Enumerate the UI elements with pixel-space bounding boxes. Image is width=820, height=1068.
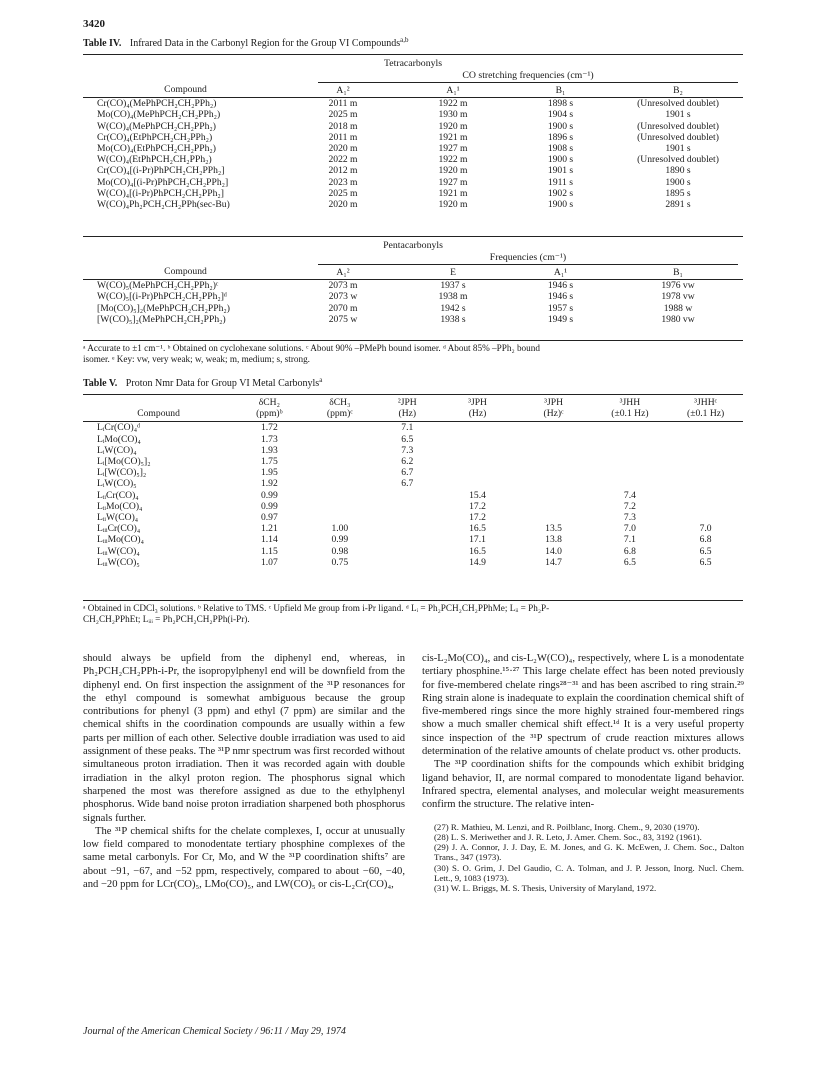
value-cell [516, 490, 592, 501]
compound-cell: Cr(CO)₄(EtPhPCH₂CH₂PPh₂) [97, 131, 213, 143]
value-cell: 0.75 [331, 556, 349, 568]
table5-bottom-rule [83, 600, 743, 601]
value-cell: 7.4 [623, 489, 636, 501]
compound-cell: [W(CO)₅]₂(MePhPCH₂CH₂PPh₂) [97, 313, 226, 325]
value-cell: 1900 s [547, 199, 574, 211]
value-cell: 13.8 [545, 534, 562, 546]
value-cell: 7.1 [623, 534, 636, 546]
table5-col-header: (Hz) [398, 408, 417, 420]
value-cell: 1.14 [260, 534, 278, 546]
table5-title-sup: a [319, 376, 323, 384]
compound-cell: W(CO)₄(EtPhPCH₂CH₂PPh₂) [97, 154, 212, 166]
value-cell: 0.98 [331, 545, 349, 557]
value-cell [516, 456, 592, 467]
table-row [83, 165, 743, 176]
table5-footnotes [83, 603, 748, 625]
table5-top-rule [83, 394, 743, 395]
value-cell: 1901 s [665, 143, 691, 155]
value-cell: 2011 m [328, 131, 358, 143]
value-cell: 2020 m [328, 143, 358, 155]
compound-cell: LᵢW(CO)₅ [97, 478, 137, 490]
value-cell [668, 434, 743, 445]
value-cell [516, 478, 592, 489]
value-cell: 6.7 [401, 467, 414, 479]
value-cell [592, 456, 669, 467]
table-row [83, 121, 743, 132]
value-cell: 13.5 [545, 523, 562, 535]
reference-item: (28) L. S. Meriwether and J. R. Leto, J. Amer. Chem. Soc., 83, 3192 (1961). [434, 831, 702, 842]
value-cell: 17.2 [469, 500, 486, 512]
reference-item: (31) W. L. Briggs, M. S. Thesis, University of Maryland, 1972. [434, 883, 657, 894]
value-cell: 2018 m [328, 120, 358, 132]
table5-col-header: ³JPH [544, 397, 563, 408]
compound-cell: Lᵢ[Mo(CO)₅]₂ [97, 456, 151, 468]
table-row [83, 478, 743, 489]
page-number: 3420 [83, 18, 105, 30]
table-row [83, 314, 743, 325]
value-cell: 2012 m [328, 165, 358, 177]
compound-cell: [Mo(CO)₅]₂(MePhPCH₂CH₂PPh₂) [97, 302, 230, 314]
value-cell: 2073 w [328, 291, 358, 303]
value-cell: 1.95 [260, 467, 278, 479]
compound-cell: W(CO)₅(MePhPCH₂CH₂PPh₂)ᶜ [97, 280, 219, 292]
value-cell: 1921 m [438, 131, 468, 143]
value-cell: 1.21 [260, 523, 278, 535]
table4-label: Table IV. [83, 38, 122, 49]
table4-title-sup: a,b [400, 36, 409, 44]
value-cell [305, 434, 375, 445]
compound-cell: W(CO)₄[(i-Pr)PhPCH₂CH₂PPh₂] [97, 187, 224, 199]
table5-col-header: Compound [137, 408, 180, 420]
value-cell [305, 478, 375, 489]
value-cell: 7.3 [401, 444, 414, 456]
value-cell [516, 434, 592, 445]
value-cell: 2075 w [328, 313, 358, 325]
value-cell: 2073 m [328, 280, 358, 292]
value-cell [668, 490, 743, 501]
value-cell: 1957 s [547, 302, 574, 314]
compound-cell: Lᵢ[W(CO)₅]₂ [97, 467, 147, 479]
value-cell [668, 422, 743, 434]
value-cell: 1920 m [438, 165, 468, 177]
table-row [83, 434, 743, 445]
value-cell: 1911 s [548, 176, 573, 188]
table4-col-header: A₁¹ [446, 85, 460, 96]
value-cell: 16.5 [469, 523, 486, 535]
compound-cell: Mo(CO)₄(EtPhPCH₂CH₂PPh₂) [97, 143, 216, 155]
value-cell: 14.7 [545, 556, 562, 568]
compound-cell: Cr(CO)₄(MePhPCH₂CH₂PPh₂) [97, 98, 217, 110]
value-cell: (Unresolved doublet) [637, 120, 719, 132]
value-cell: 1927 m [438, 176, 468, 188]
reference-item: (27) R. Mathieu, M. Lenzi, and R. Poilblanc, Inorg. Chem., 9, 2030 (1970). [434, 821, 700, 832]
table5-col-header: (Hz) [468, 408, 487, 420]
table-row [83, 534, 743, 545]
value-cell: 1922 m [438, 154, 468, 166]
compound-cell: Mo(CO)₄[(i-Pr)PhPCH₂CH₂PPh₂] [97, 176, 229, 188]
compound-cell: LᵢMo(CO)₄ [97, 433, 141, 445]
value-cell: 14.9 [469, 556, 486, 568]
table4-footnote-line: ᵃ Accurate to ±1 cm⁻¹. ᵇ Obtained on cyclohexane solutions. ᶜ About 90% –PMePh bound isomer. ᵈ About 85% –PPh₂ bound [83, 343, 540, 353]
reference-item: (29) J. A. Connor, J. J. Day, E. M. Jones, and G. K. McEwen, J. Chem. Soc., Dalton Trans., 347 (1973). [434, 842, 744, 863]
value-cell [440, 445, 516, 456]
table4-section-tetracarbonyls: Tetracarbonyls [383, 58, 443, 69]
table-row [83, 98, 743, 110]
table4-caption [83, 38, 409, 49]
value-cell: 1930 m [438, 109, 468, 121]
value-cell: 2011 m [328, 98, 358, 110]
table-row [83, 132, 743, 143]
value-cell: 1920 m [438, 120, 468, 132]
value-cell: 6.5 [623, 556, 636, 568]
table5-col-header: (Hz)ᶜ [543, 408, 564, 420]
value-cell [440, 422, 516, 434]
compound-cell: W(CO)₅[(i-Pr)PhPCH₂CH₂PPh₂]ᵈ [97, 291, 227, 303]
value-cell [592, 478, 669, 489]
value-cell: 1.93 [260, 444, 278, 456]
value-cell: 1.75 [260, 456, 278, 468]
reference-item: (30) S. O. Grim, J. Del Gaudio, C. A. Tolman, and J. P. Jesson, Inorg. Nucl. Chem. Lett., 9, 1083 (1973). [434, 862, 744, 884]
table4-mid-rule [83, 236, 743, 237]
value-cell [516, 445, 592, 456]
value-cell [440, 456, 516, 467]
value-cell: 6.5 [401, 433, 414, 445]
value-cell [668, 445, 743, 456]
table-row [83, 109, 743, 120]
table4-col-header2: E [450, 267, 456, 278]
table-row [83, 143, 743, 154]
table5-label: Table V. [83, 378, 118, 389]
value-cell: (Unresolved doublet) [637, 131, 719, 143]
left-column [83, 652, 405, 891]
value-cell: 1980 vw [661, 313, 695, 325]
value-cell: 17.1 [469, 534, 486, 546]
value-cell [305, 490, 375, 501]
table-row [83, 422, 743, 434]
table4-footnote-line: isomer. ᵉ Key: vw, very weak; w, weak; m, medium; s, strong. [83, 354, 310, 364]
value-cell: 7.0 [623, 523, 636, 535]
table4-col-compound2: Compound [164, 266, 207, 277]
value-cell: 1938 s [440, 313, 466, 325]
paragraph: The ³¹P coordination shifts for the compounds which exhibit bridging ligand behavior, II, are normal compared to monodentate ligand behavior. Infrared spectra, elemental analyses, and molecular weight measurements confirm the structure. The relative inten- [422, 759, 744, 811]
value-cell: 1927 m [438, 143, 468, 155]
table4-span-rule [318, 82, 738, 83]
table-row [83, 280, 743, 292]
compound-cell: LᵢCr(CO)₄ᵈ [97, 422, 141, 434]
value-cell [305, 422, 375, 434]
value-cell: 1937 s [440, 280, 466, 292]
value-cell: 1978 vw [661, 291, 695, 303]
table4-footnotes [83, 343, 748, 365]
value-cell: 1901 s [665, 109, 691, 121]
value-cell: 1900 s [547, 154, 574, 166]
table-row [83, 445, 743, 456]
value-cell [516, 467, 592, 478]
value-cell [668, 512, 743, 523]
value-cell: 1946 s [547, 280, 574, 292]
table5-col-header: (ppm)ᶜ [326, 408, 353, 420]
value-cell [592, 422, 669, 434]
value-cell [668, 478, 743, 489]
value-cell: 2025 m [328, 109, 358, 121]
table4-col-header2: A₁² [336, 267, 350, 278]
value-cell: 1900 s [547, 120, 574, 132]
value-cell: 1902 s [547, 187, 574, 199]
paragraph: cis-L₂Mo(CO)₄, and cis-L₂W(CO)₄, respectively, where L is a monodentate tertiary phosphine.¹⁵·²⁷ This large chelate effect has been noted previously for five-membered chelate rings²⁸⁻³¹ and has been ascribed to ring strain.²⁹ Ring strain alone is inadequate to explain the coordination chemical shift of five-membered rings since the more highly strained four-membered rings show a much smaller chemical shift effect.¹ᵈ It is a very useful property since inspection of the ³¹P spectrum of crude reaction mixtures allows determination of the relative amounts of chelate product vs. other products. [422, 653, 744, 758]
table-row [83, 177, 743, 188]
value-cell: 1976 vw [661, 280, 695, 292]
table-row [83, 501, 743, 512]
table-row [83, 557, 743, 568]
journal-footer: Journal of the American Chemical Society / 96:11 / May 29, 1974 [83, 1026, 346, 1037]
value-cell: 15.4 [469, 489, 486, 501]
value-cell: 1920 m [438, 199, 468, 211]
table4-pentacarbonyls-table [83, 266, 743, 325]
table-row [83, 456, 743, 467]
value-cell: 1.72 [260, 422, 278, 434]
value-cell: 6.2 [401, 456, 414, 468]
value-cell: 14.0 [545, 545, 562, 557]
table4-col-compound: Compound [164, 84, 207, 95]
table-row [83, 512, 743, 523]
references [422, 822, 744, 894]
value-cell: 2023 m [328, 176, 358, 188]
table4-span-header-co: CO stretching frequencies (cm⁻¹) [462, 70, 594, 81]
paragraph: The ³¹P chemical shifts for the chelate complexes, I, occur at unusually low field compared to monodentate tertiary phosphine complexes of the same metal carbonyls. For Cr, Mo, and W the ³¹P coordination shifts⁷ are about −91, −67, and −52 ppm, respectively, compared to about −60, −40, and −20 ppm for LCr(CO)₅, LMo(CO)₅, and LW(CO)₅ or cis-L₂Cr(CO)₄, [83, 825, 405, 891]
table-row [83, 546, 743, 557]
value-cell: 1938 m [438, 291, 468, 303]
value-cell [516, 512, 592, 523]
table5-header-row-top [83, 397, 743, 408]
value-cell: (Unresolved doublet) [637, 154, 719, 166]
value-cell: 6.5 [699, 556, 712, 568]
table4-header-row2 [83, 266, 743, 280]
table5-col-header: (±0.1 Hz) [611, 408, 649, 420]
value-cell [305, 456, 375, 467]
value-cell [668, 456, 743, 467]
value-cell [305, 501, 375, 512]
table5-table [83, 397, 743, 568]
compound-cell: W(CO)₄Ph₂PCH₂CH₂PPh(sec-Bu) [97, 199, 230, 211]
value-cell [668, 467, 743, 478]
value-cell: 1896 s [547, 131, 574, 143]
value-cell [375, 501, 439, 512]
table5-col-header: ³JPH [468, 397, 487, 408]
value-cell: 1.92 [260, 478, 278, 490]
value-cell: 6.8 [699, 534, 712, 546]
compound-cell: LᵢᵢᵢMo(CO)₄ [97, 534, 144, 546]
value-cell: 1942 s [440, 302, 466, 314]
value-cell: 1.15 [260, 545, 278, 557]
value-cell: 7.0 [699, 523, 712, 535]
value-cell: 2891 s [665, 199, 691, 211]
value-cell: 6.8 [623, 545, 636, 557]
table5-col-header: (±0.1 Hz) [687, 408, 725, 420]
value-cell: 1898 s [547, 98, 574, 110]
table-row [83, 467, 743, 478]
value-cell [516, 501, 592, 512]
value-cell: 6.5 [699, 545, 712, 557]
compound-cell: Mo(CO)₄(MePhPCH₂CH₂PPh₂) [97, 109, 221, 121]
table-row [83, 490, 743, 501]
value-cell [375, 557, 439, 568]
value-cell: 17.2 [469, 512, 486, 524]
table5-footnote-line: CH₂CH₂PPhEt; Lᵢᵢᵢ = Ph₂PCH₂CH₂PPh(i-Pr). [83, 614, 250, 624]
value-cell: 0.99 [260, 489, 278, 501]
value-cell [375, 512, 439, 523]
table5-col-header: (ppm)ᵇ [256, 408, 283, 420]
value-cell: 0.99 [331, 534, 349, 546]
value-cell: 1988 w [663, 302, 693, 314]
value-cell: 1908 s [547, 143, 574, 155]
compound-cell: LᵢW(CO)₄ [97, 444, 137, 456]
value-cell: 16.5 [469, 545, 486, 557]
table5-col-header [83, 397, 234, 408]
value-cell: 1921 m [438, 187, 468, 199]
value-cell [440, 434, 516, 445]
value-cell: 1946 s [547, 291, 574, 303]
value-cell [305, 467, 375, 478]
value-cell [305, 445, 375, 456]
value-cell: 6.7 [401, 478, 414, 490]
table-row [83, 188, 743, 199]
table5-col-header: ³JHHᶜ [694, 397, 718, 408]
value-cell: 1895 s [665, 187, 691, 199]
table5-header-row-bottom [83, 408, 743, 422]
compound-cell: LᵢᵢᵢCr(CO)₄ [97, 523, 141, 535]
table4-section-pentacarbonyls: Pentacarbonyls [383, 240, 443, 251]
value-cell: 2022 m [328, 154, 358, 166]
value-cell: 2020 m [328, 199, 358, 211]
table5-footnote-line: ᵃ Obtained in CDCl₃ solutions. ᵇ Relative to TMS. ᶜ Upfield Me group from i-Pr ligand. ᵈ Lᵢ = Ph₂PCH₂CH₂PPhMe; Lᵢᵢ = Ph₂P- [83, 603, 550, 613]
value-cell: 1922 m [438, 98, 468, 110]
value-cell [375, 490, 439, 501]
compound-cell: LᵢᵢMo(CO)₄ [97, 500, 143, 512]
table4-col-header: B₂ [673, 85, 683, 96]
right-column [422, 652, 744, 894]
table5-col-header: ³JHH [619, 397, 641, 408]
value-cell: 1901 s [547, 165, 574, 177]
compound-cell: LᵢᵢᵢW(CO)₄ [97, 545, 140, 557]
table4-top-rule [83, 54, 743, 55]
value-cell [592, 434, 669, 445]
value-cell: 2070 m [328, 302, 358, 314]
value-cell [668, 501, 743, 512]
table4-tetracarbonyls-table [83, 84, 743, 210]
value-cell: 1890 s [665, 165, 691, 177]
table-row [83, 154, 743, 165]
value-cell [592, 467, 669, 478]
table5-caption [83, 378, 322, 389]
value-cell: 7.2 [623, 500, 636, 512]
value-cell: (Unresolved doublet) [637, 98, 719, 110]
compound-cell: Cr(CO)₄[(i-Pr)PhPCH₂CH₂PPh₂] [97, 165, 225, 177]
value-cell [305, 512, 375, 523]
value-cell: 0.99 [260, 500, 278, 512]
table5-col-header: ²JPH [397, 397, 417, 408]
table4-col-header2: A₁¹ [553, 267, 568, 278]
table-row [83, 199, 743, 210]
table4-span-header-freq: Frequencies (cm⁻¹) [489, 252, 567, 263]
compound-cell: W(CO)₄(MePhPCH₂CH₂PPh₂) [97, 120, 216, 132]
table4-col-header: A₁² [336, 85, 350, 96]
value-cell [375, 546, 439, 557]
value-cell: 1904 s [547, 109, 574, 121]
table5-col-header: δCH₂ [258, 397, 280, 408]
table4-col-header2: B₁ [673, 267, 683, 278]
value-cell: 1949 s [547, 313, 574, 325]
value-cell: 2025 m [328, 187, 358, 199]
value-cell: 7.3 [623, 512, 636, 524]
table4-header-row [83, 84, 743, 98]
value-cell [440, 478, 516, 489]
value-cell: 1.00 [331, 523, 349, 535]
value-cell: 1.07 [260, 556, 278, 568]
value-cell: 7.1 [401, 422, 414, 434]
table4-bottom-rule [83, 340, 743, 341]
table5-title: Proton Nmr Data for Group VI Metal Carbonyls [125, 378, 320, 389]
compound-cell: LᵢᵢᵢW(CO)₅ [97, 556, 140, 568]
value-cell [516, 422, 592, 434]
value-cell [440, 467, 516, 478]
table4-col-header: B₁ [555, 85, 566, 96]
value-cell: 1.73 [260, 433, 278, 445]
value-cell: 0.97 [260, 512, 278, 524]
table-row [83, 303, 743, 314]
value-cell [592, 445, 669, 456]
value-cell: 1900 s [665, 176, 691, 188]
compound-cell: LᵢᵢW(CO)₄ [97, 512, 139, 524]
value-cell [375, 523, 439, 534]
table4-span-rule2 [318, 264, 738, 265]
value-cell [375, 534, 439, 545]
table4-title: Infrared Data in the Carbonyl Region for the Group VI Compounds [129, 38, 401, 49]
table-row [83, 523, 743, 534]
table5-col-header: δCH₃ [329, 397, 351, 408]
paragraph: should always be upfield from the diphenyl end, whereas, in Ph₂PCH₂CH₂PPh-i-Pr, the isopropylphenyl end will be downfield from the diphenyl end. On first inspection the assignment of the ³¹P resonances for the ethyl compound is somewhat ambiguous because the group contributions for phenyl (3 ppm) and ethyl (7 ppm) are similar and the chemical shifts in the coordination compounds are usually within a few parts per million of each other. Selective double irradiation was used to aid assignment of these peaks. The ³¹P nmr spectrum was first recorded without simultaneous proton irradiation. Then it was recorded again with double irradiation in the alkyl proton region. The phosphorus signal which sharpened the most was therefore assigned as due to the ethylphenyl phosphorus. Wide band noise proton irradiation sharpened both phosphorus signals further. [83, 653, 405, 824]
table-row [83, 291, 743, 302]
compound-cell: LᵢᵢCr(CO)₄ [97, 489, 139, 501]
